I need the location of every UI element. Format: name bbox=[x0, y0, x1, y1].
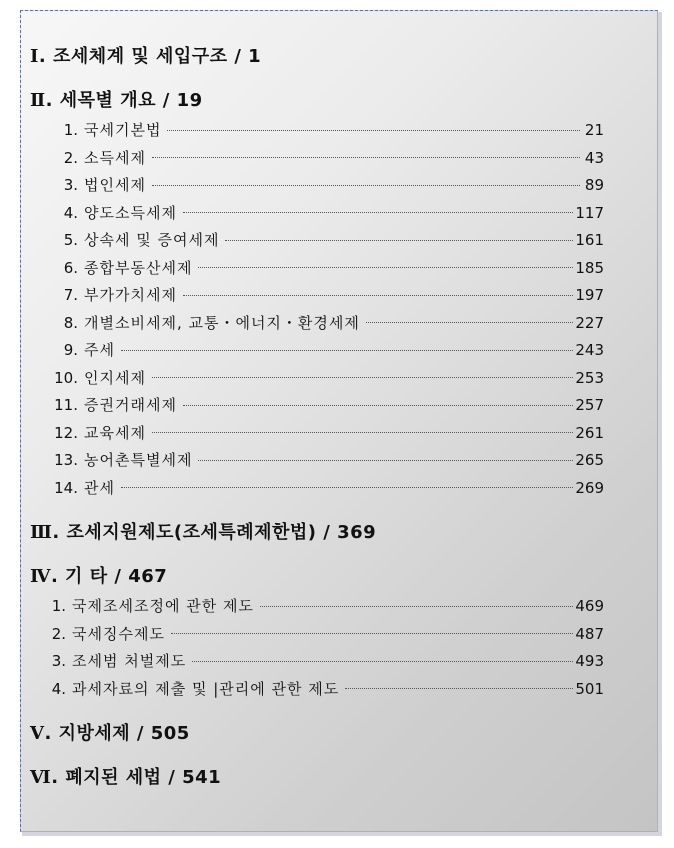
entry-page: 493 bbox=[575, 652, 604, 670]
entry-page: 117 bbox=[575, 203, 604, 222]
entry-page: 501 bbox=[575, 679, 604, 698]
dot-leader bbox=[121, 350, 573, 351]
entry-title: 과세자료의 제출 및 |관리에 관한 제도 bbox=[72, 679, 340, 698]
entry-page: 227 bbox=[575, 313, 604, 332]
toc-entry[interactable] bbox=[54, 365, 604, 393]
section-heading-3: Ⅲ. 조세지원제도(조세특례제한법) / 369 bbox=[30, 520, 604, 546]
entry-number: 3. bbox=[63, 176, 78, 194]
section-heading-5: Ⅴ. 지방세제 / 505 bbox=[30, 721, 604, 747]
dot-leader bbox=[121, 487, 573, 488]
entry-title: 부가가치세제 bbox=[84, 286, 177, 304]
entry-title: 주세 bbox=[84, 341, 115, 359]
toc-entry[interactable] bbox=[54, 337, 604, 365]
entry-number: 3. bbox=[51, 652, 66, 670]
toc-entry[interactable] bbox=[54, 447, 604, 475]
entry-title: 조세범 처벌제도 bbox=[72, 652, 187, 670]
entry-title: 법인세제 bbox=[84, 176, 146, 194]
toc-entry[interactable] bbox=[54, 145, 604, 173]
entry-title: 국세기본법 bbox=[84, 121, 162, 139]
section-numeral: Ⅵ bbox=[30, 767, 52, 788]
entry-title: 인지세제 bbox=[84, 368, 146, 387]
entry-number: 2. bbox=[63, 148, 78, 167]
toc-entry[interactable] bbox=[54, 420, 604, 448]
section-title: 폐지된 세법 / 541 bbox=[65, 767, 222, 788]
dot-leader bbox=[152, 157, 580, 158]
entry-title: 증권거래세제 bbox=[84, 396, 177, 414]
dot-leader bbox=[183, 405, 573, 406]
toc-entry[interactable] bbox=[50, 648, 604, 676]
section-numeral: Ⅲ bbox=[30, 522, 53, 543]
entry-title: 소득세제 bbox=[84, 148, 146, 167]
entry-number: 7. bbox=[63, 286, 78, 304]
section-heading-1: Ⅰ. 조세체계 및 세입구조 / 1 bbox=[30, 44, 604, 70]
entry-number: 12. bbox=[54, 423, 78, 442]
entry-number: 6. bbox=[63, 258, 78, 277]
entry-page: 269 bbox=[575, 478, 604, 497]
dot-leader bbox=[152, 432, 573, 433]
entry-title: 교육세제 bbox=[84, 423, 146, 442]
dot-leader bbox=[171, 633, 573, 634]
toc-entry[interactable] bbox=[50, 621, 604, 649]
section-title: 조세지원제도(조세특례제한법) / 369 bbox=[66, 522, 377, 543]
entry-page: 265 bbox=[575, 451, 604, 469]
entry-number: 14. bbox=[54, 478, 78, 497]
section-numeral: Ⅱ bbox=[30, 90, 46, 111]
dot-leader bbox=[225, 240, 573, 241]
section-heading-6: Ⅵ. 폐지된 세법 / 541 bbox=[30, 765, 604, 791]
entry-title: 상속세 및 증여세제 bbox=[84, 231, 220, 249]
entry-number: 5. bbox=[63, 231, 78, 249]
toc-entry[interactable] bbox=[54, 255, 604, 283]
section-heading-4: Ⅳ. 기 타 / 467 bbox=[30, 564, 604, 590]
entry-page: 185 bbox=[575, 258, 604, 277]
dot-leader bbox=[260, 606, 573, 607]
entry-page: 89 bbox=[584, 176, 604, 194]
dot-leader bbox=[167, 130, 580, 131]
dot-leader bbox=[152, 185, 580, 186]
section-heading-2: Ⅱ. 세목별 개요 / 19 bbox=[30, 88, 604, 114]
toc-entry[interactable] bbox=[54, 172, 604, 200]
toc-entry[interactable] bbox=[54, 282, 604, 310]
toc-entry[interactable] bbox=[54, 392, 604, 420]
entry-title: 국제조세조정에 관한 제도 bbox=[72, 597, 254, 615]
entry-number: 8. bbox=[63, 313, 78, 332]
dot-leader bbox=[183, 295, 573, 296]
entry-number: 2. bbox=[51, 624, 66, 643]
entry-page: 257 bbox=[575, 396, 604, 414]
entry-page: 487 bbox=[575, 624, 604, 643]
entry-page: 197 bbox=[575, 286, 604, 304]
dot-leader bbox=[198, 460, 573, 461]
section-4-entries bbox=[50, 593, 604, 703]
section-title: 지방세제 / 505 bbox=[58, 723, 190, 744]
entry-number: 11. bbox=[54, 396, 78, 414]
entry-title: 관세 bbox=[84, 478, 115, 497]
dot-leader bbox=[366, 322, 573, 323]
section-2-entries bbox=[54, 117, 604, 502]
entry-number: 9. bbox=[63, 341, 78, 359]
entry-page: 253 bbox=[575, 368, 604, 387]
toc-entry[interactable] bbox=[50, 593, 604, 621]
dot-leader bbox=[183, 212, 573, 213]
entry-title: 종합부동산세제 bbox=[84, 258, 193, 277]
section-numeral: Ⅳ bbox=[30, 566, 51, 587]
dot-leader bbox=[345, 688, 573, 689]
dot-leader bbox=[192, 661, 573, 662]
toc-entry[interactable] bbox=[50, 676, 604, 704]
entry-title: 농어촌특별세제 bbox=[84, 451, 193, 469]
entry-title: 국세징수제도 bbox=[72, 624, 165, 643]
section-title: 세목별 개요 / 19 bbox=[59, 90, 203, 111]
entry-page: 469 bbox=[575, 597, 604, 615]
entry-title: 개별소비세제, 교통・에너지・환경세제 bbox=[84, 313, 360, 332]
section-title: 조세체계 및 세입구조 / 1 bbox=[53, 46, 262, 67]
dot-leader bbox=[198, 267, 573, 268]
entry-page: 243 bbox=[575, 341, 604, 359]
section-numeral: Ⅰ bbox=[30, 46, 39, 67]
toc-entry[interactable] bbox=[54, 227, 604, 255]
entry-number: 13. bbox=[54, 451, 78, 469]
entry-page: 161 bbox=[575, 231, 604, 249]
dot-leader bbox=[152, 377, 573, 378]
entry-page: 261 bbox=[575, 423, 604, 442]
entry-number: 1. bbox=[51, 597, 66, 615]
entry-page: 21 bbox=[584, 121, 604, 139]
toc-entry[interactable] bbox=[54, 117, 604, 145]
section-title: 기 타 / 467 bbox=[65, 566, 168, 587]
toc-entry[interactable] bbox=[54, 200, 604, 228]
entry-title: 양도소득세제 bbox=[84, 203, 177, 222]
toc-entry[interactable] bbox=[54, 310, 604, 338]
entry-number: 10. bbox=[54, 368, 78, 387]
entry-number: 4. bbox=[51, 679, 66, 698]
toc-entry[interactable] bbox=[54, 475, 604, 503]
entry-number: 4. bbox=[63, 203, 78, 222]
section-numeral: Ⅴ bbox=[30, 723, 45, 744]
table-of-contents bbox=[30, 44, 604, 791]
entry-number: 1. bbox=[63, 121, 78, 139]
entry-page: 43 bbox=[584, 148, 604, 167]
